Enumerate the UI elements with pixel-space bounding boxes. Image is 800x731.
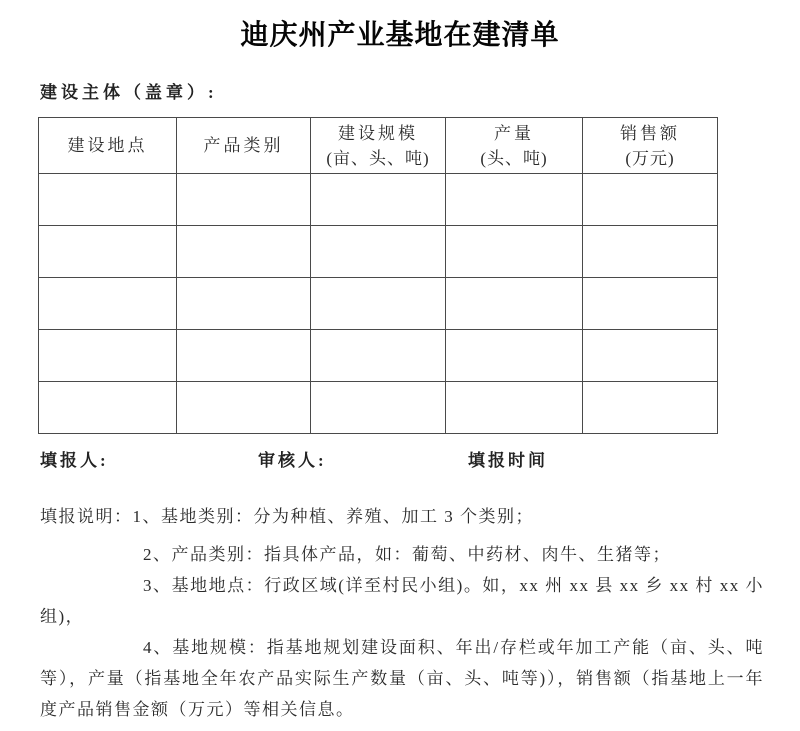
table-cell [39,278,177,330]
table-cell [39,226,177,278]
table-cell [177,226,311,278]
note-item [40,501,764,532]
table-row [39,382,718,434]
note-item [40,539,764,570]
table-cell [311,330,446,382]
base-list-table [38,117,718,434]
table-cell [583,174,718,226]
table-row [39,174,718,226]
table-cell [446,174,583,226]
note-item [40,570,764,632]
notes-label: 填报说明： [40,507,133,526]
table-cell [583,330,718,382]
page-title: 迪庆州产业基地在建清单 [240,20,560,51]
column-label: 产品类别 [203,136,284,155]
note-number: 2、 [143,545,172,564]
table-cell [446,226,583,278]
column-label: 产量 [494,123,534,143]
note-text: 产品类别：指具体产品，如：葡萄、中药材、肉牛、生猪等； [171,545,671,564]
column-header-location [39,118,177,174]
table-cell [311,174,446,226]
notes-section [40,501,764,725]
note-text: 基地类别：分为种植、养殖、加工 3 个类别； [161,507,534,526]
table-cell [446,330,583,382]
table-cell [446,382,583,434]
column-unit: (头、吨) [480,148,548,168]
note-number: 1、 [132,507,161,526]
table-cell [446,278,583,330]
report-date-label: 填报时间 [468,451,548,470]
table-cell [583,226,718,278]
column-label: 建设规模 [338,123,418,143]
column-header-sales [583,118,718,174]
preparer-label: 填报人: [40,451,109,470]
column-header-product-category [177,118,311,174]
header-row [39,118,718,174]
table-cell [177,382,311,434]
column-label: 销售额 [620,123,680,143]
table-cell [311,382,446,434]
note-number: 3、 [143,576,172,595]
note-text: 基地规模：指基地规划建设面积、年出/存栏或年加工产能（亩、头、吨等），产量（指基地全年农产品实际生产数量（亩、头、吨等)），销售额（指基地上一年度产品销售金额（万元）等相关信息。 [40,638,764,719]
table-cell [311,278,446,330]
table-row [39,330,718,382]
column-header-construction-scale [311,118,446,174]
table-cell [311,226,446,278]
reviewer-label: 审核人: [258,451,327,470]
table-cell [39,382,177,434]
table-cell [177,278,311,330]
column-header-output [446,118,583,174]
table-cell [39,174,177,226]
table-body [39,174,718,434]
note-number: 4、 [143,638,173,657]
signature-row [40,446,800,471]
subject-seal-label: 建设主体（盖章）: [40,83,218,102]
note-text: 基地地点：行政区域(详至村民小组)。如，xx 州 xx 县 xx 乡 xx 村 xx 小组)， [40,576,765,626]
column-unit: (亩、头、吨) [326,148,430,168]
table-cell [39,330,177,382]
table-cell [583,278,718,330]
table-cell [177,174,311,226]
note-item [40,632,764,725]
table-row [39,226,718,278]
column-label: 建设地点 [67,136,148,155]
table-header [39,118,718,174]
table-cell [583,382,718,434]
table-row [39,278,718,330]
document-page [0,13,800,731]
table-cell [177,330,311,382]
column-unit: (万元) [625,148,675,168]
